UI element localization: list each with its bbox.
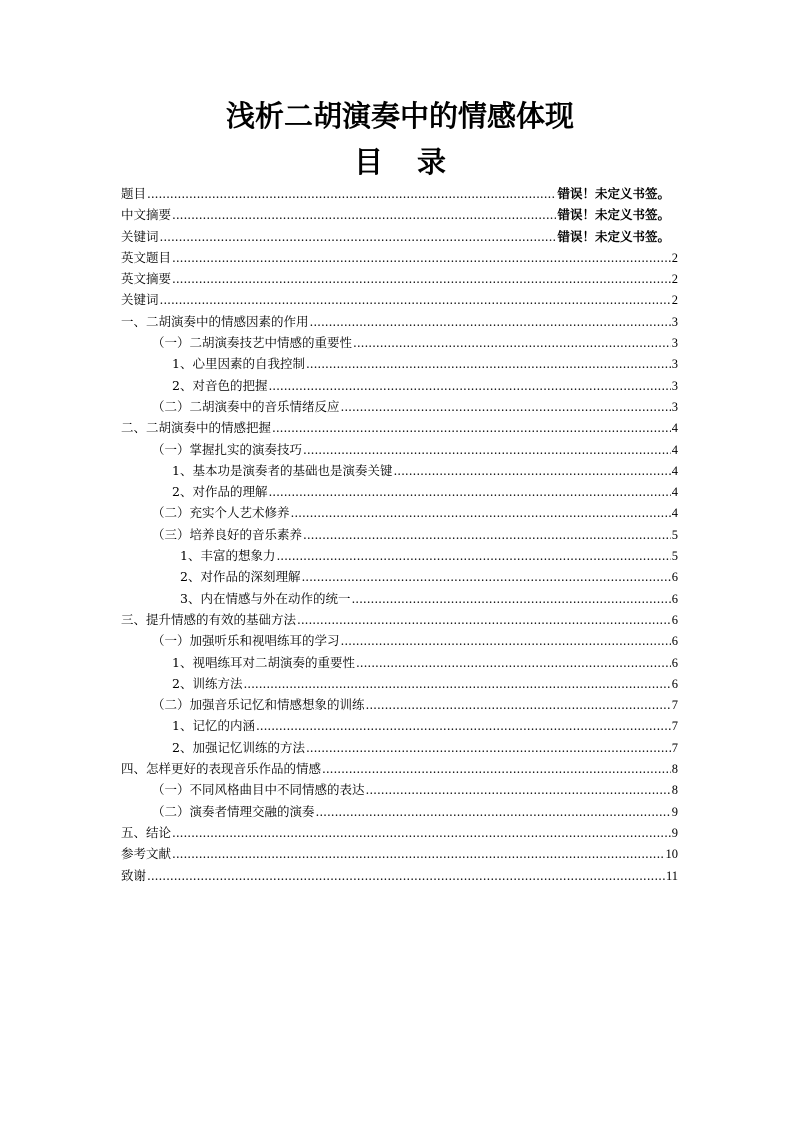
toc-dot-leader xyxy=(172,205,556,226)
toc-dot-leader xyxy=(268,482,670,503)
toc-entry[interactable] xyxy=(152,801,678,822)
toc-dot-leader xyxy=(243,674,670,695)
toc-entry[interactable] xyxy=(172,460,678,481)
toc-entry-label: 3、内在情感与外在动作的统一 xyxy=(180,590,351,606)
toc-entry-label: 五、结论 xyxy=(121,824,172,840)
toc-entry-label: （二）充实个人艺术修养 xyxy=(152,505,290,521)
toc-entry-page-number: 2 xyxy=(671,272,678,287)
toc-entry[interactable] xyxy=(121,843,678,864)
toc-entry-label: 2、训练方法 xyxy=(172,675,243,691)
toc-entry-label: （二）加强音乐记忆和情感想象的训练 xyxy=(152,697,365,713)
toc-entry-page-number: 6 xyxy=(671,634,678,649)
toc-entry-label: 1、记忆的内涵 xyxy=(172,718,255,734)
toc-entry-label: 1、丰富的想象力 xyxy=(180,548,276,564)
toc-entry-label: 关键词 xyxy=(121,228,159,244)
toc-entry-page-number: 9 xyxy=(671,825,678,840)
toc-dot-leader xyxy=(322,759,671,780)
toc-entry[interactable] xyxy=(121,311,678,332)
toc-entry-label: 2、对音色的把握 xyxy=(172,377,268,393)
toc-entry-label: （一）二胡演奏技艺中情感的重要性 xyxy=(152,335,353,351)
toc-dot-leader xyxy=(303,440,671,461)
toc-entry[interactable] xyxy=(152,332,678,353)
toc-dot-leader xyxy=(341,631,671,652)
toc-entry[interactable] xyxy=(172,375,678,396)
toc-entry-label: 英文题目 xyxy=(121,249,172,265)
toc-entry[interactable] xyxy=(121,226,670,247)
toc-entry[interactable] xyxy=(180,588,678,609)
toc-entry-label: 2、对作品的理解 xyxy=(172,484,268,500)
toc-entry[interactable] xyxy=(121,204,670,225)
toc-entry[interactable] xyxy=(172,481,678,502)
toc-entry-page-number: 6 xyxy=(671,612,678,627)
toc-entry-page-number: 3 xyxy=(671,336,678,351)
toc-dot-leader xyxy=(356,653,671,674)
toc-entry-label: 二、二胡演奏中的情感把握 xyxy=(121,420,272,436)
toc-entry-page-number: 8 xyxy=(671,783,678,798)
toc-entry-page-number: 6 xyxy=(671,591,678,606)
toc-dot-leader xyxy=(297,610,671,631)
toc-entry[interactable] xyxy=(172,652,678,673)
toc-entry[interactable] xyxy=(172,673,678,694)
toc-entry-page-number: 3 xyxy=(671,314,678,329)
toc-entry[interactable] xyxy=(172,715,678,736)
toc-dot-leader xyxy=(306,738,671,759)
toc-entry[interactable] xyxy=(121,609,678,630)
toc-entry-page-number: 8 xyxy=(671,762,678,777)
toc-entry-error-message: 错误！未定义书签。 xyxy=(557,207,670,223)
toc-entry-error-message: 错误！未定义书签。 xyxy=(557,228,670,244)
toc-entry-label: （三）培养良好的音乐素养 xyxy=(152,526,303,542)
table-of-contents xyxy=(0,183,800,886)
toc-dot-leader xyxy=(172,844,664,865)
toc-entry-label: 2、对作品的深刻理解 xyxy=(180,569,301,585)
toc-entry[interactable] xyxy=(121,183,670,204)
toc-entry[interactable] xyxy=(172,353,678,374)
toc-entry-page-number: 3 xyxy=(671,357,678,372)
toc-entry[interactable] xyxy=(180,566,678,587)
toc-entry[interactable] xyxy=(121,268,678,289)
toc-dot-leader xyxy=(366,695,671,716)
toc-dot-leader xyxy=(341,397,671,418)
toc-entry-label: 1、基本功是演奏者的基础也是演奏关键 xyxy=(172,462,393,478)
toc-dot-leader xyxy=(310,312,671,333)
toc-entry-page-number: 2 xyxy=(671,250,678,265)
toc-entry-page-number: 6 xyxy=(671,570,678,585)
toc-heading: 目录 xyxy=(353,145,480,179)
toc-entry-label: 一、二胡演奏中的情感因素的作用 xyxy=(121,313,309,329)
toc-entry[interactable] xyxy=(172,737,678,758)
toc-dot-leader xyxy=(256,716,671,737)
toc-entry-page-number: 4 xyxy=(671,485,678,500)
toc-entry[interactable] xyxy=(152,630,678,651)
toc-entry-label: 四、怎样更好的表现音乐作品的情感 xyxy=(121,761,322,777)
toc-entry[interactable] xyxy=(121,758,678,779)
toc-entry-page-number: 9 xyxy=(671,804,678,819)
toc-entry-page-number: 4 xyxy=(671,506,678,521)
toc-dot-leader xyxy=(316,802,671,823)
toc-dot-leader xyxy=(172,248,671,269)
document-title: 浅析二胡演奏中的情感体现 xyxy=(225,99,574,133)
toc-entry[interactable] xyxy=(121,417,678,438)
toc-entry[interactable] xyxy=(121,865,678,886)
toc-entry-label: 关键词 xyxy=(121,292,159,308)
toc-dot-leader xyxy=(276,546,670,567)
toc-entry-page-number: 7 xyxy=(671,740,678,755)
toc-entry-page-number: 5 xyxy=(671,549,678,564)
toc-entry-page-number: 2 xyxy=(671,293,678,308)
toc-entry-label: 致谢 xyxy=(121,867,147,883)
toc-entry-page-number: 4 xyxy=(671,421,678,436)
toc-entry-page-number: 5 xyxy=(671,527,678,542)
toc-dot-leader xyxy=(172,823,671,844)
toc-dot-leader xyxy=(291,503,671,524)
toc-dot-leader xyxy=(303,525,671,546)
toc-entry[interactable] xyxy=(180,545,678,566)
toc-entry-label: 1、视唱练耳对二胡演奏的重要性 xyxy=(172,654,355,670)
toc-entry[interactable] xyxy=(121,822,678,843)
toc-entry-label: 2、加强记忆训练的方法 xyxy=(172,739,305,755)
toc-entry[interactable] xyxy=(121,247,678,268)
toc-entry-page-number: 4 xyxy=(671,442,678,457)
toc-entry[interactable] xyxy=(152,439,678,460)
toc-entry[interactable] xyxy=(152,694,678,715)
toc-dot-leader xyxy=(268,376,670,397)
toc-dot-leader xyxy=(147,184,556,205)
toc-entry-page-number: 6 xyxy=(671,655,678,670)
toc-entry-page-number: 7 xyxy=(671,719,678,734)
toc-entry-label: （一）加强听乐和视唱练耳的学习 xyxy=(152,633,340,649)
toc-entry-page-number: 10 xyxy=(665,847,678,862)
toc-entry-page-number: 4 xyxy=(671,463,678,478)
toc-entry-label: 1、心里因素的自我控制 xyxy=(172,356,305,372)
toc-entry-label: （二）二胡演奏中的音乐情绪反应 xyxy=(152,398,340,414)
toc-dot-leader xyxy=(272,418,671,439)
toc-entry-page-number: 11 xyxy=(665,868,678,883)
toc-dot-leader xyxy=(147,866,665,887)
toc-dot-leader xyxy=(301,567,670,588)
toc-entry-label: 中文摘要 xyxy=(121,207,172,223)
toc-entry[interactable] xyxy=(152,779,678,800)
toc-entry-label: （一）掌握扎实的演奏技巧 xyxy=(152,441,303,457)
toc-dot-leader xyxy=(353,333,671,354)
toc-dot-leader xyxy=(306,354,671,375)
toc-entry-label: 题目 xyxy=(121,186,147,201)
toc-dot-leader xyxy=(160,227,557,248)
toc-entry-label: （一）不同风格曲目中不同情感的表达 xyxy=(152,782,365,798)
toc-entry[interactable] xyxy=(121,289,678,310)
toc-entry[interactable] xyxy=(152,524,678,545)
toc-entry-page-number: 7 xyxy=(671,698,678,713)
toc-dot-leader xyxy=(393,461,670,482)
toc-entry-error-message: 错误！未定义书签。 xyxy=(557,186,670,201)
toc-dot-leader xyxy=(351,589,670,610)
toc-entry-label: 参考文献 xyxy=(121,846,172,862)
toc-dot-leader xyxy=(366,780,671,801)
toc-entry-page-number: 3 xyxy=(671,399,678,414)
toc-entry-label: （二）演奏者情理交融的演奏 xyxy=(152,803,315,819)
toc-dot-leader xyxy=(172,269,671,290)
toc-entry[interactable] xyxy=(152,396,678,417)
toc-entry-page-number: 6 xyxy=(671,676,678,691)
toc-entry-label: 三、提升情感的有效的基础方法 xyxy=(121,611,297,627)
toc-entry-label: 英文摘要 xyxy=(121,271,172,287)
toc-entry[interactable] xyxy=(152,502,678,523)
toc-entry-page-number: 3 xyxy=(671,378,678,393)
toc-dot-leader xyxy=(160,290,671,311)
